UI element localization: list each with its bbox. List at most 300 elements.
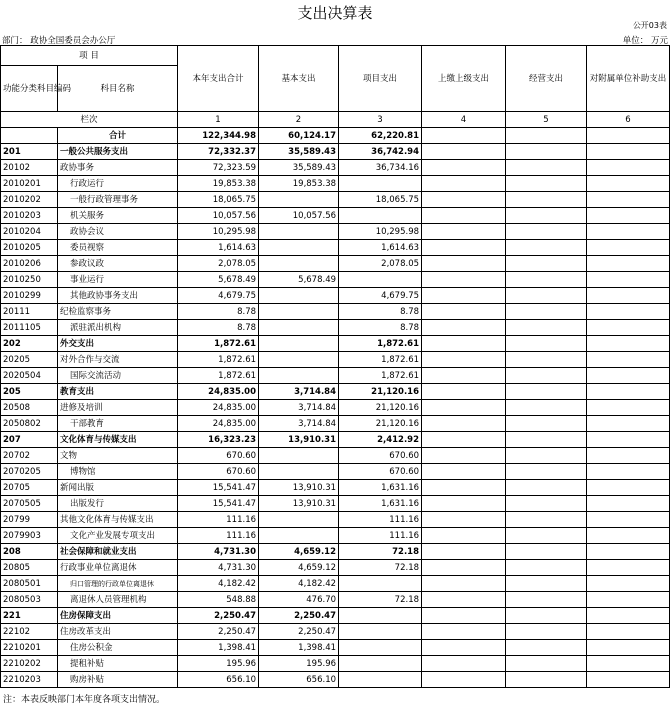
row-project — [339, 656, 422, 672]
row-basic: 2,250.47 — [259, 608, 339, 624]
empty-cell — [506, 240, 587, 256]
row-code: 2210202 — [1, 656, 58, 672]
table-row — [1, 416, 670, 432]
empty-cell — [587, 464, 670, 480]
empty-cell — [587, 448, 670, 464]
row-total: 111.16 — [178, 512, 259, 528]
row-total: 10,057.56 — [178, 208, 259, 224]
row-name: 派驻派出机构 — [58, 320, 178, 336]
row-basic: 3,714.84 — [259, 416, 339, 432]
row-name: 一般公共服务支出 — [58, 144, 178, 160]
table-row — [1, 448, 670, 464]
empty-cell — [506, 352, 587, 368]
row-basic — [259, 256, 339, 272]
empty-cell — [587, 528, 670, 544]
row-project: 72.18 — [339, 592, 422, 608]
table-row — [1, 256, 670, 272]
row-code: 2010250 — [1, 272, 58, 288]
table-row — [1, 496, 670, 512]
row-name: 购房补贴 — [58, 672, 178, 688]
row-project: 670.60 — [339, 464, 422, 480]
row-basic: 5,678.49 — [259, 272, 339, 288]
empty-cell — [587, 656, 670, 672]
empty-cell — [422, 672, 506, 688]
row-basic: 1,398.41 — [259, 640, 339, 656]
row-name: 文物 — [58, 448, 178, 464]
row-code: 2011105 — [1, 320, 58, 336]
colnum: 4 — [422, 112, 506, 128]
empty-cell — [422, 192, 506, 208]
row-basic — [259, 320, 339, 336]
row-code: 20508 — [1, 400, 58, 416]
empty-cell — [422, 240, 506, 256]
row-code: 201 — [1, 144, 58, 160]
table-row — [1, 288, 670, 304]
empty-cell — [506, 640, 587, 656]
empty-cell — [506, 304, 587, 320]
row-basic — [259, 240, 339, 256]
row-project: 1,872.61 — [339, 352, 422, 368]
row-total: 548.88 — [178, 592, 259, 608]
row-project — [339, 672, 422, 688]
row-total: 8.78 — [178, 304, 259, 320]
table-row — [1, 672, 670, 688]
row-code: 2080503 — [1, 592, 58, 608]
colnum: 1 — [178, 112, 259, 128]
department-row — [2, 34, 668, 45]
row-code: 20205 — [1, 352, 58, 368]
empty-cell — [506, 528, 587, 544]
empty-cell — [422, 512, 506, 528]
row-basic — [259, 512, 339, 528]
row-project: 2,412.92 — [339, 432, 422, 448]
row-project: 21,120.16 — [339, 384, 422, 400]
empty-cell — [587, 496, 670, 512]
row-total: 656.10 — [178, 672, 259, 688]
row-total: 15,541.47 — [178, 496, 259, 512]
table-row — [1, 208, 670, 224]
row-basic: 35,589.43 — [259, 144, 339, 160]
row-project: 62,220.81 — [339, 128, 422, 144]
row-name: 社会保障和就业支出 — [58, 544, 178, 560]
row-total: 1,872.61 — [178, 368, 259, 384]
empty-cell — [587, 256, 670, 272]
row-total: 16,323.23 — [178, 432, 259, 448]
row-project — [339, 272, 422, 288]
row-basic — [259, 224, 339, 240]
table-row — [1, 320, 670, 336]
row-code: 20102 — [1, 160, 58, 176]
table-row — [1, 624, 670, 640]
row-basic: 35,589.43 — [259, 160, 339, 176]
table-row — [1, 304, 670, 320]
row-project: 111.16 — [339, 512, 422, 528]
row-name: 对外合作与交流 — [58, 352, 178, 368]
empty-cell — [506, 288, 587, 304]
empty-cell — [506, 672, 587, 688]
row-code: 2079903 — [1, 528, 58, 544]
empty-cell — [506, 400, 587, 416]
row-name: 住房公积金 — [58, 640, 178, 656]
row-name: 国际交流活动 — [58, 368, 178, 384]
row-total: 122,344.98 — [178, 128, 259, 144]
row-project: 36,742.94 — [339, 144, 422, 160]
row-name: 离退休人员管理机构 — [58, 592, 178, 608]
row-basic — [259, 448, 339, 464]
colnum: 6 — [587, 112, 670, 128]
empty-cell — [422, 448, 506, 464]
empty-cell — [422, 320, 506, 336]
header-code: 功能分类科目编码 — [1, 66, 58, 112]
row-total: 670.60 — [178, 448, 259, 464]
row-basic: 13,910.31 — [259, 496, 339, 512]
row-name: 归口管理的行政单位离退休 — [58, 576, 178, 592]
row-basic — [259, 304, 339, 320]
empty-cell — [422, 368, 506, 384]
table-row — [1, 544, 670, 560]
row-basic: 2,250.47 — [259, 624, 339, 640]
empty-cell — [422, 592, 506, 608]
empty-cell — [422, 624, 506, 640]
row-code: 20702 — [1, 448, 58, 464]
page-title: 支出决算表 — [297, 4, 373, 22]
empty-cell — [506, 176, 587, 192]
row-name: 政协事务 — [58, 160, 178, 176]
empty-cell — [587, 400, 670, 416]
empty-cell — [587, 432, 670, 448]
row-total: 24,835.00 — [178, 416, 259, 432]
empty-cell — [422, 144, 506, 160]
row-project: 1,872.61 — [339, 368, 422, 384]
row-code: 2070205 — [1, 464, 58, 480]
empty-cell — [422, 640, 506, 656]
row-code: 2010203 — [1, 208, 58, 224]
row-code: 20705 — [1, 480, 58, 496]
row-code: 2210203 — [1, 672, 58, 688]
row-total: 2,250.47 — [178, 624, 259, 640]
empty-cell — [587, 352, 670, 368]
row-name: 其他政协事务支出 — [58, 288, 178, 304]
row-project: 8.78 — [339, 320, 422, 336]
row-name: 参政议政 — [58, 256, 178, 272]
row-code: 2010205 — [1, 240, 58, 256]
empty-cell — [506, 144, 587, 160]
empty-cell — [587, 560, 670, 576]
department-label: 部门： 政协全国委员会办公厅 — [2, 36, 116, 46]
row-total: 4,182.42 — [178, 576, 259, 592]
table-row — [1, 640, 670, 656]
header-project: 项目支出 — [339, 46, 422, 112]
row-name: 住房改革支出 — [58, 624, 178, 640]
empty-cell — [422, 400, 506, 416]
row-name: 新闻出版 — [58, 480, 178, 496]
empty-cell — [506, 560, 587, 576]
row-basic: 3,714.84 — [259, 400, 339, 416]
row-total: 72,323.59 — [178, 160, 259, 176]
row-name: 一般行政管理事务 — [58, 192, 178, 208]
row-project: 18,065.75 — [339, 192, 422, 208]
row-project: 1,631.16 — [339, 496, 422, 512]
row-project: 72.18 — [339, 560, 422, 576]
row-basic: 13,910.31 — [259, 432, 339, 448]
empty-cell — [587, 624, 670, 640]
row-basic: 4,659.12 — [259, 560, 339, 576]
empty-cell — [422, 384, 506, 400]
row-code: 2010201 — [1, 176, 58, 192]
empty-cell — [506, 608, 587, 624]
empty-cell — [587, 160, 670, 176]
colnum: 3 — [339, 112, 422, 128]
empty-cell — [587, 608, 670, 624]
row-total: 1,614.63 — [178, 240, 259, 256]
empty-cell — [506, 368, 587, 384]
row-code: 2010202 — [1, 192, 58, 208]
row-project: 72.18 — [339, 544, 422, 560]
table-row — [1, 384, 670, 400]
row-project: 2,078.05 — [339, 256, 422, 272]
row-total: 4,731.30 — [178, 544, 259, 560]
footnote: 注：本表反映部门本年度各项支出情况。 — [3, 695, 166, 705]
row-total: 2,250.47 — [178, 608, 259, 624]
row-name: 纪检监察事务 — [58, 304, 178, 320]
row-basic: 19,853.38 — [259, 176, 339, 192]
table-row — [1, 464, 670, 480]
header-business: 经营支出 — [506, 46, 587, 112]
row-project: 21,120.16 — [339, 400, 422, 416]
row-name: 政协会议 — [58, 224, 178, 240]
row-total: 19,853.38 — [178, 176, 259, 192]
row-total: 1,398.41 — [178, 640, 259, 656]
row-basic: 4,182.42 — [259, 576, 339, 592]
table-row — [1, 400, 670, 416]
empty-cell — [506, 336, 587, 352]
empty-cell — [587, 336, 670, 352]
header-name: 科目名称 — [58, 66, 178, 112]
row-project: 670.60 — [339, 448, 422, 464]
empty-cell — [587, 224, 670, 240]
row-project: 10,295.98 — [339, 224, 422, 240]
table-row — [1, 336, 670, 352]
empty-cell — [506, 464, 587, 480]
row-project: 36,734.16 — [339, 160, 422, 176]
header-item: 项 目 — [1, 46, 178, 66]
empty-cell — [422, 496, 506, 512]
table-row — [1, 576, 670, 592]
empty-cell — [506, 272, 587, 288]
row-basic — [259, 368, 339, 384]
table-row — [1, 240, 670, 256]
table-row — [1, 512, 670, 528]
row-name: 行政运行 — [58, 176, 178, 192]
row-code — [1, 128, 58, 144]
empty-cell — [422, 160, 506, 176]
empty-cell — [506, 496, 587, 512]
empty-cell — [587, 208, 670, 224]
empty-cell — [587, 672, 670, 688]
empty-cell — [587, 176, 670, 192]
empty-cell — [422, 528, 506, 544]
row-total: 24,835.00 — [178, 384, 259, 400]
table-row — [1, 160, 670, 176]
row-name: 出版发行 — [58, 496, 178, 512]
form-number: 公开03表 — [632, 21, 667, 30]
empty-cell — [587, 368, 670, 384]
row-total: 15,541.47 — [178, 480, 259, 496]
row-code: 208 — [1, 544, 58, 560]
empty-cell — [506, 208, 587, 224]
row-basic — [259, 336, 339, 352]
table-row — [1, 192, 670, 208]
table-row — [1, 480, 670, 496]
table-row — [1, 128, 670, 144]
row-name: 外交支出 — [58, 336, 178, 352]
row-code: 2010206 — [1, 256, 58, 272]
row-total: 111.16 — [178, 528, 259, 544]
empty-cell — [506, 224, 587, 240]
colnum: 2 — [259, 112, 339, 128]
row-name: 合计 — [58, 128, 178, 144]
row-project: 1,631.16 — [339, 480, 422, 496]
empty-cell — [587, 416, 670, 432]
empty-cell — [422, 288, 506, 304]
table-row — [1, 592, 670, 608]
empty-cell — [422, 128, 506, 144]
row-total: 10,295.98 — [178, 224, 259, 240]
table-row — [1, 432, 670, 448]
row-total: 2,078.05 — [178, 256, 259, 272]
row-total: 18,065.75 — [178, 192, 259, 208]
empty-cell — [422, 464, 506, 480]
row-total: 24,835.00 — [178, 400, 259, 416]
row-project — [339, 640, 422, 656]
empty-cell — [506, 128, 587, 144]
empty-cell — [506, 160, 587, 176]
row-name: 行政事业单位离退休 — [58, 560, 178, 576]
row-basic — [259, 352, 339, 368]
table-row — [1, 608, 670, 624]
row-total: 8.78 — [178, 320, 259, 336]
empty-cell — [506, 432, 587, 448]
row-basic: 656.10 — [259, 672, 339, 688]
row-project: 8.78 — [339, 304, 422, 320]
row-name: 博物馆 — [58, 464, 178, 480]
empty-cell — [587, 320, 670, 336]
row-code: 2070505 — [1, 496, 58, 512]
table-row — [1, 560, 670, 576]
empty-cell — [587, 144, 670, 160]
row-code: 20111 — [1, 304, 58, 320]
row-project: 21,120.16 — [339, 416, 422, 432]
row-basic: 476.70 — [259, 592, 339, 608]
empty-cell — [422, 176, 506, 192]
row-name: 事业运行 — [58, 272, 178, 288]
empty-cell — [587, 272, 670, 288]
empty-cell — [587, 480, 670, 496]
row-project: 1,872.61 — [339, 336, 422, 352]
table-row — [1, 368, 670, 384]
empty-cell — [506, 384, 587, 400]
row-name: 机关服务 — [58, 208, 178, 224]
empty-cell — [587, 288, 670, 304]
row-project: 1,614.63 — [339, 240, 422, 256]
header-total: 本年支出合计 — [178, 46, 259, 112]
empty-cell — [422, 656, 506, 672]
empty-cell — [422, 432, 506, 448]
row-total: 72,332.37 — [178, 144, 259, 160]
row-code: 202 — [1, 336, 58, 352]
row-basic: 13,910.31 — [259, 480, 339, 496]
row-project — [339, 624, 422, 640]
empty-cell — [506, 512, 587, 528]
empty-cell — [506, 416, 587, 432]
row-name: 提租补贴 — [58, 656, 178, 672]
row-code: 221 — [1, 608, 58, 624]
empty-cell — [587, 304, 670, 320]
row-basic — [259, 464, 339, 480]
empty-cell — [506, 624, 587, 640]
row-code: 2010204 — [1, 224, 58, 240]
row-name: 住房保障支出 — [58, 608, 178, 624]
row-name: 委员视察 — [58, 240, 178, 256]
empty-cell — [506, 480, 587, 496]
empty-cell — [587, 192, 670, 208]
row-name: 干部教育 — [58, 416, 178, 432]
row-total: 5,678.49 — [178, 272, 259, 288]
table-row — [1, 144, 670, 160]
empty-cell — [506, 544, 587, 560]
empty-cell — [506, 576, 587, 592]
table-row — [1, 352, 670, 368]
row-project: 4,679.75 — [339, 288, 422, 304]
header-subsidy: 对附属单位补助支出 — [587, 46, 670, 112]
empty-cell — [422, 480, 506, 496]
empty-cell — [587, 544, 670, 560]
row-total: 4,679.75 — [178, 288, 259, 304]
row-code: 2210201 — [1, 640, 58, 656]
empty-cell — [422, 352, 506, 368]
row-basic: 3,714.84 — [259, 384, 339, 400]
row-project — [339, 576, 422, 592]
empty-cell — [506, 448, 587, 464]
empty-cell — [422, 224, 506, 240]
empty-cell — [422, 544, 506, 560]
row-basic — [259, 192, 339, 208]
row-project — [339, 208, 422, 224]
empty-cell — [422, 608, 506, 624]
empty-cell — [506, 592, 587, 608]
row-code: 2050802 — [1, 416, 58, 432]
empty-cell — [422, 256, 506, 272]
empty-cell — [422, 208, 506, 224]
header-upper: 上缴上级支出 — [422, 46, 506, 112]
row-total: 670.60 — [178, 464, 259, 480]
empty-cell — [587, 384, 670, 400]
unit-label: 单位： 万元 — [622, 36, 668, 46]
row-project — [339, 176, 422, 192]
row-name: 教育支出 — [58, 384, 178, 400]
row-total: 195.96 — [178, 656, 259, 672]
empty-cell — [506, 320, 587, 336]
expenditure-table — [0, 45, 670, 688]
empty-cell — [422, 272, 506, 288]
empty-cell — [422, 416, 506, 432]
row-total: 4,731.30 — [178, 560, 259, 576]
row-name: 其他文化体育与传媒支出 — [58, 512, 178, 528]
empty-cell — [587, 592, 670, 608]
row-project — [339, 608, 422, 624]
row-total: 1,872.61 — [178, 352, 259, 368]
empty-cell — [587, 576, 670, 592]
